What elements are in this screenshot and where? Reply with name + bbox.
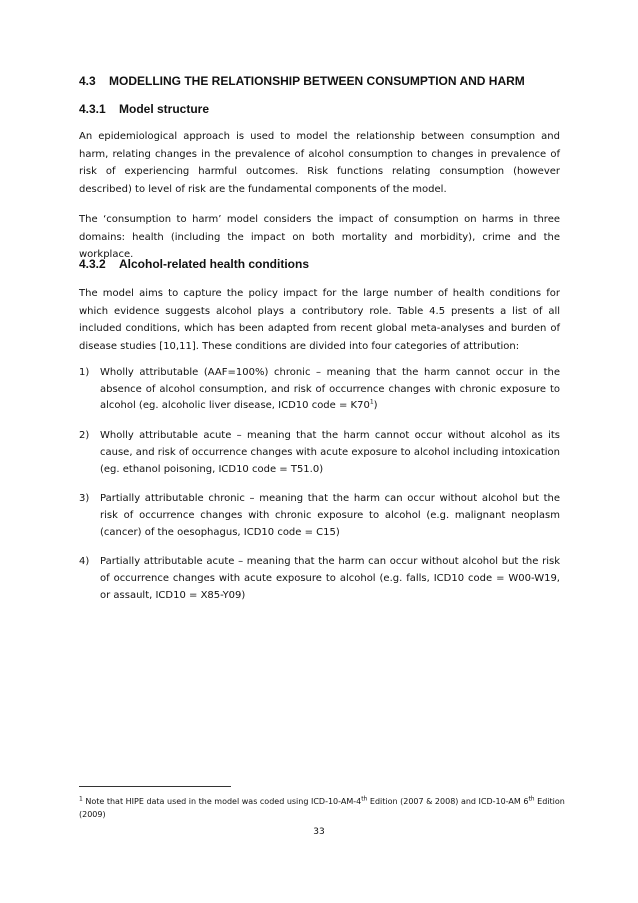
list-marker: 4)	[79, 556, 90, 568]
paragraph-epidemiological-approach: An epidemiological approach is used to model the relationship between consumption and harm, relating changes in the prevalence of alcohol consumption to changes in prevalence of risk of experiencing harmful outcomes. Risk functions relating consumption (however described) to level of risk are the fundamental components of the model.	[79, 131, 560, 195]
footnote-reference: 1	[369, 399, 374, 407]
list-item-text: Wholly attributable acute – meaning that the harm cannot occur without alcohol as its cause, and risk of occurrence changes with acute exposure to alcohol including intoxication (eg. ethanol poisoning, ICD10 code = T51.0)	[100, 430, 560, 475]
footnote-text: Edition (2009)	[79, 797, 565, 819]
footnote-text: Edition (2007 & 2008) and ICD-10-AM 6	[367, 797, 529, 806]
section-number: 4.3	[79, 74, 96, 88]
footnote	[79, 795, 569, 821]
list-item	[79, 428, 560, 478]
list-item	[79, 491, 560, 541]
footnote-text: Note that HIPE data used in the model was coded using ICD-10-AM-4	[82, 797, 362, 806]
list-item-text: Partially attributable acute – meaning that the harm can occur without alcohol but the risk of occurrence changes with acute exposure to alcohol (e.g. falls, ICD10 code = W00-W19, or assault, ICD10 = X85-Y09)	[100, 556, 560, 601]
paragraph-model-aims: The model aims to capture the policy impact for the large number of health conditions for which evidence suggests alcohol plays a contributory role. Table 4.5 presents a list of all included conditions, which has been adapted from recent global meta-analyses and burden of disease studies [10,11]. These conditions are divided into four categories of attribution:	[79, 288, 560, 352]
list-item	[79, 554, 560, 604]
list-marker: 2)	[79, 430, 90, 442]
subsection-title: Alcohol-related health conditions	[119, 257, 310, 271]
footnote-superscript: th	[528, 795, 535, 803]
section-heading	[79, 73, 525, 89]
paragraph-consumption-to-harm: The ‘consumption to harm’ model considers the impact of consumption on harms in three domains: health (including the impact on both mortality and morbidity), crime and the workplace.	[79, 214, 560, 261]
footnote-marker: 1	[79, 795, 83, 803]
subsection-number: 4.3.2	[79, 257, 106, 271]
list-item-text-tail: )	[373, 400, 378, 412]
page-number: 33	[313, 827, 325, 837]
list-marker: 3)	[79, 493, 90, 505]
list-marker: 1)	[79, 367, 90, 378]
section-title: MODELLING THE RELATIONSHIP BETWEEN CONSUMPTION AND HARM	[109, 74, 525, 88]
list-item-text: Wholly attributable (AAF=100%) chronic – meaning that the harm cannot occur in the absence of alcohol consumption, and risk of occurrence changes with chronic exposure to alcohol (eg. alcoholic liver disease, ICD10 code = K70	[100, 367, 560, 412]
footnote-superscript: th	[361, 795, 368, 803]
subsection-heading-model-structure	[79, 101, 209, 117]
subsection-heading-health-conditions	[79, 256, 309, 272]
list-item-text: Partially attributable chronic – meaning that the harm can occur without alcohol but the risk of occurrence changes with chronic exposure to alcohol (e.g. malignant neoplasm (cancer) of the oesophagus, ICD10 code = C15)	[100, 493, 560, 538]
list-item	[79, 365, 560, 415]
footnote-separator	[79, 786, 231, 787]
subsection-title: Model structure	[119, 102, 210, 116]
subsection-number: 4.3.1	[79, 102, 106, 116]
attribution-categories-list	[79, 365, 560, 617]
